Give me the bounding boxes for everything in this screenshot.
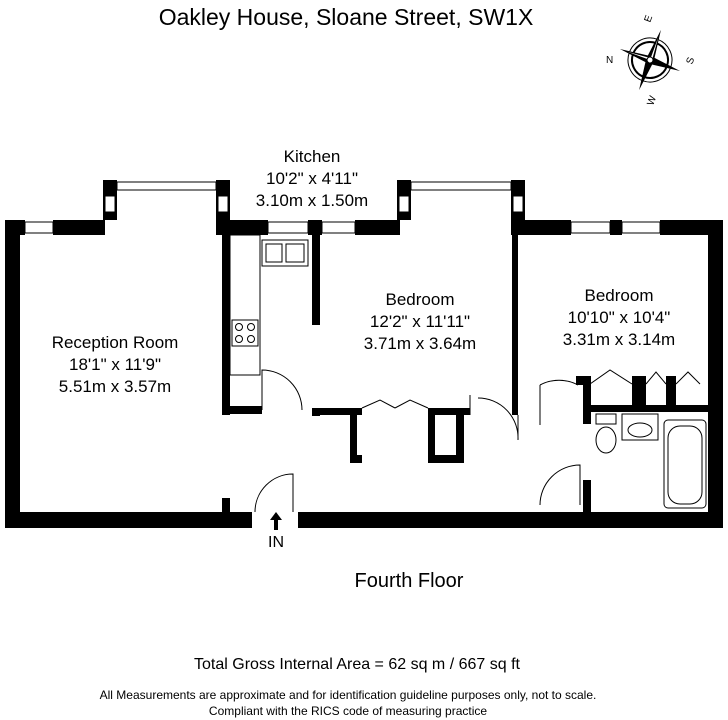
floor-name: Fourth Floor [354, 570, 464, 592]
bedroom2-metric: 3.31m x 3.14m [562, 330, 676, 349]
reception-name: Reception Room [51, 333, 179, 352]
window-bed2-1 [571, 222, 610, 233]
disclaimer-line-2: Compliant with the RICS code of measuring practice [208, 704, 488, 718]
bedroom2-name: Bedroom [584, 286, 654, 305]
kitchen-name: Kitchen [283, 147, 341, 166]
wall-bath-left [583, 376, 591, 424]
bedroom2-imperial: 10'10" x 10'4" [567, 308, 671, 327]
hob-icon [232, 320, 258, 346]
room-label-reception [52, 332, 179, 398]
wall-top-kitchen [216, 220, 268, 235]
wall-entry-stub [222, 498, 230, 512]
kitchen-metric: 3.10m x 1.50m [255, 191, 369, 210]
bedroom1-name: Bedroom [385, 290, 455, 309]
wall-bed1-right [512, 235, 518, 415]
door-bedroom1 [470, 395, 518, 440]
wall-bottom-right [298, 512, 723, 528]
compass-west: W [645, 94, 660, 108]
bedroom1-metric: 3.71m x 3.64m [363, 334, 477, 353]
compass-east: E [642, 13, 656, 24]
door-wardrobe-1 [590, 370, 632, 384]
room-label-kitchen [256, 146, 368, 212]
door-entry [255, 474, 293, 512]
door-bedroom2 [540, 380, 578, 425]
wall-top-bed2-right [660, 220, 723, 235]
wall-top-bed1-left [355, 220, 400, 235]
wall-wardrobe-div [666, 376, 676, 408]
room-label-bedroom-1 [364, 289, 476, 355]
kitchen-imperial: 10'2" x 4'11" [266, 169, 358, 188]
kitchen-worktop [230, 235, 260, 375]
wall-left [5, 220, 20, 528]
window-reception-1 [25, 222, 53, 233]
window-reception-bay-r [218, 196, 228, 212]
entry-label: IN [268, 534, 284, 551]
wall-top-bed1-right [511, 220, 571, 235]
window-kitchen [268, 222, 308, 233]
window-bed1-left [322, 222, 355, 233]
window-bed1-bay-r [513, 196, 523, 212]
toilet-icon [596, 427, 616, 453]
compass-north: N [606, 55, 614, 66]
reception-imperial: 18'1" x 11'9" [69, 355, 161, 374]
wall-bath-left-low [583, 480, 591, 512]
compass-south: S [684, 55, 698, 66]
door-bathroom [540, 465, 580, 505]
door-kitchen [262, 370, 302, 410]
wall-right [708, 220, 723, 528]
bedroom1-imperial: 12'2" x 11'11" [369, 312, 471, 331]
wall-kitchen-right-a [312, 235, 320, 325]
wall-cupboard-c [350, 455, 362, 463]
window-reception-bay-l [105, 196, 115, 212]
wall-cupboard-b [428, 408, 435, 463]
wall-kitchen-left [222, 235, 230, 415]
room-label-bedroom-2 [563, 285, 675, 351]
window-bed2-2 [622, 222, 660, 233]
wall-bottom-left [5, 512, 252, 528]
reception-metric: 5.51m x 3.57m [58, 377, 172, 396]
window-bed1-bay-l [399, 196, 409, 212]
entry-arrow-icon [270, 512, 282, 530]
wall-top-bed2-mid [610, 220, 622, 235]
door-wardrobe-3 [676, 372, 700, 384]
wall-bed2-bottom-right [632, 376, 646, 408]
bath-icon [664, 420, 706, 508]
disclaimer-line-1: All Measurements are approximate and for identification guideline purposes only, not to scale. [99, 688, 597, 702]
plan-title: Oakley House, Sloane Street, SW1X [158, 4, 534, 30]
wall-reception-top-mid [53, 220, 105, 235]
window-bed1-bay [411, 182, 511, 190]
wall-top-kitchen-2 [308, 220, 322, 235]
door-cupboard-1 [362, 400, 428, 408]
total-area: Total Gross Internal Area = 62 sq m / 667 sq ft [194, 656, 520, 673]
wall-cupboard-a [350, 408, 357, 463]
wall-bath-top [583, 405, 708, 412]
washbasin-icon [622, 414, 658, 440]
wall-kitchen-bottom [222, 406, 262, 414]
window-reception-bay [117, 182, 216, 190]
door-wardrobe-2 [646, 372, 666, 384]
wall-cupboard-e [456, 408, 464, 463]
